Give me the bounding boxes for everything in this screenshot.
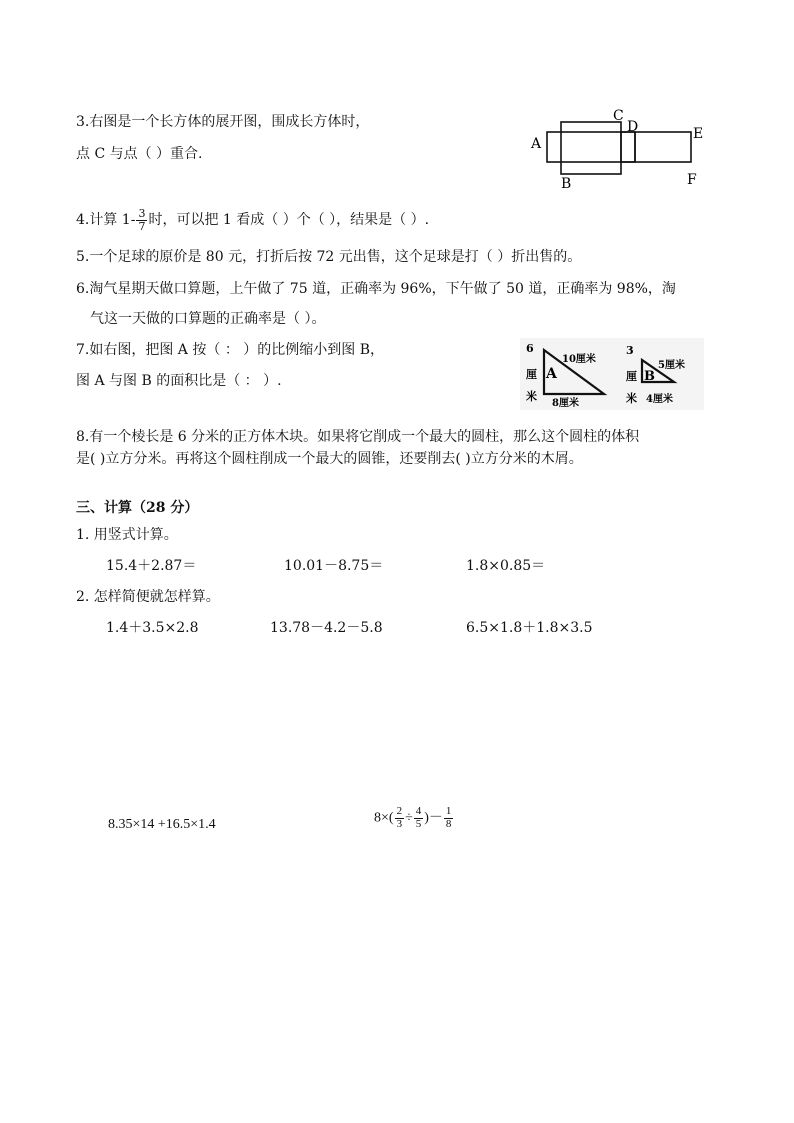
triangle-a-side: 6 — [526, 342, 534, 355]
q4-suffix: 时，可以把 1 看成（ ）个（ ），结果是（ ）. — [148, 212, 430, 229]
calc-item-2: 10.01－8.75＝ — [284, 558, 384, 574]
triangle-b-base: 4厘米 — [646, 394, 673, 405]
triangle-b-side-unit1: 厘 — [626, 370, 637, 383]
triangles-figure — [520, 338, 704, 410]
q7-line2: 图 A 与图 B 的面积比是（ ： ）. — [76, 373, 282, 389]
net-label-c: C — [613, 108, 624, 124]
q4-fraction — [136, 208, 147, 232]
simplify-item-3: 6.5×1.8＋1.8×3.5 — [466, 620, 593, 636]
expr5-frac1 — [395, 806, 405, 830]
expr5-f2-num: 4 — [415, 805, 422, 817]
section3-sub1: 1. 用竖式计算。 — [76, 527, 178, 543]
expr5-op: ÷ — [405, 810, 413, 826]
triangle-b-side-unit2: 米 — [626, 392, 637, 405]
calc-item-1: 15.4＋2.87＝ — [106, 558, 197, 574]
net-label-b: B — [561, 176, 572, 190]
section3-sub2: 2. 怎样简便就怎样算。 — [76, 589, 220, 605]
net-label-e: E — [693, 126, 704, 142]
q3-line2: 点 C 与点（ ）重合. — [76, 146, 203, 162]
simplify-item-2: 13.78－4.2－5.8 — [270, 620, 383, 636]
expr5-f3-num: 1 — [445, 805, 452, 817]
expr5-f1-num: 2 — [396, 805, 403, 817]
expr5-frac3 — [444, 806, 454, 830]
cuboid-net-figure — [525, 104, 715, 190]
net-label-a: A — [531, 136, 542, 152]
triangle-b-name: B — [644, 369, 655, 384]
calc-item-3: 1.8×0.85＝ — [466, 558, 546, 574]
expr5-lead: 8×( — [374, 810, 394, 826]
triangle-a-side-unit1: 厘 — [526, 368, 537, 381]
expr5-frac2 — [414, 806, 424, 830]
expr5-mid: )－ — [424, 810, 443, 826]
q8-line2: 是( )立方分米。再将这个圆柱削成一个最大的圆锥，还要削去( )立方分米的木屑。 — [76, 451, 583, 467]
q4-line — [76, 208, 429, 232]
triangle-a-side-unit2: 米 — [526, 390, 537, 403]
triangle-a-base: 8厘米 — [552, 398, 579, 409]
q4-frac-num: 3 — [138, 207, 146, 220]
section3-title: 三、计算（28 分） — [76, 500, 199, 516]
q6-line2: 气这一天做的口算题的正确率是（ ）。 — [90, 311, 326, 327]
q3-line1: 3.右图是一个长方体的展开图，围成长方体时， — [76, 114, 370, 130]
triangle-a-name: A — [546, 366, 557, 382]
q6-line1: 6.淘气星期天做口算题，上午做了 75 道，正确率为 96%，下午做了 50 道，正确率为 98%，淘 — [76, 281, 676, 297]
q7-line1: 7.如右图，把图 A 按（ ： ）的比例缩小到图 B， — [76, 342, 385, 358]
q4-prefix: 4.计算 1- — [76, 212, 136, 229]
net-label-d: D — [627, 119, 639, 135]
expr5-f3-den: 8 — [445, 817, 452, 830]
simplify-item-1: 1.4＋3.5×2.8 — [106, 620, 199, 636]
net-label-f: F — [687, 172, 697, 188]
simplify-item-4: 8.35×14 +16.5×1.4 — [108, 817, 216, 832]
triangle-a-hyp: 10厘米 — [562, 354, 596, 365]
simplify-item-5 — [374, 806, 454, 830]
q5-line: 5.一个足球的原价是 80 元，打折后按 72 元出售，这个足球是打（ ）折出售的。 — [76, 249, 582, 265]
expr5-f2-den: 5 — [415, 817, 422, 830]
triangle-b-side: 3 — [626, 344, 634, 357]
triangle-b-hyp: 5厘米 — [658, 360, 685, 371]
expr5-f1-den: 3 — [396, 817, 403, 830]
q4-frac-den: 7 — [138, 219, 146, 233]
q8-line1: 8.有一个棱长是 6 分米的正方体木块。如果将它削成一个最大的圆柱，那么这个圆柱的体积 — [76, 429, 640, 445]
